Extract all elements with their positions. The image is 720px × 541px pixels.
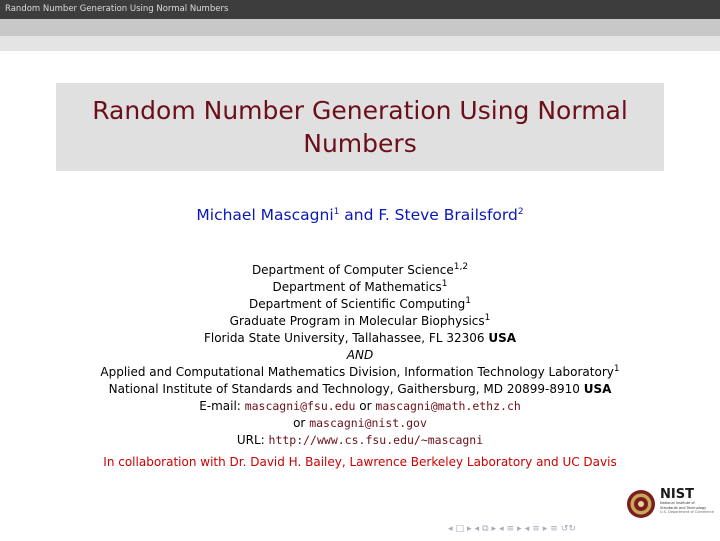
title-box: [56, 83, 664, 171]
aff-and: AND: [346, 348, 374, 362]
running-title: Random Number Generation Using Normal Numbers: [0, 0, 720, 19]
author-2-sup: 2: [517, 206, 524, 217]
email-link-1[interactable]: mascagni@fsu.edu: [244, 399, 356, 413]
authors-and: and: [344, 206, 374, 224]
authors-line: [0, 206, 720, 224]
nav-next-frame-icon[interactable]: ▸: [467, 524, 472, 534]
nav-prev-subsection-icon[interactable]: ◂: [474, 524, 480, 534]
nav-next-subsection-icon[interactable]: ▸: [491, 524, 497, 534]
nav-prev-section-icon[interactable]: ◂: [499, 524, 504, 534]
nav-next-section-icon[interactable]: ▸: [517, 524, 522, 534]
email-link-2[interactable]: mascagni@math.ethz.ch: [375, 399, 521, 413]
collaboration-note: In collaboration with Dr. David H. Bailey, Lawrence Berkeley Laboratory and UC Davis: [103, 455, 617, 469]
author-1-sup: 1: [333, 206, 340, 217]
nav-subsection-icon[interactable]: ⧉: [482, 524, 489, 534]
aff-grad: Graduate Program in Molecular Biophysics$^1$: [229, 313, 491, 328]
nav-align-icon[interactable]: ≡: [550, 524, 558, 534]
nav-section-icon[interactable]: ≡: [506, 524, 515, 534]
nist-logo: NIST National Institute of Standards and Technology U.S. Department of Commerce: [660, 488, 718, 520]
nav-frame-icon[interactable]: □: [455, 524, 465, 534]
affiliations: [0, 262, 720, 471]
aff-nist: National Institute of Standards and Technology, Gaithersburg, MD 20899-8910 USA: [108, 382, 612, 396]
aff-dept-math: Department of Mathematics$^1$: [272, 279, 448, 294]
url-line: URL: http://www.cs.fsu.edu/∼mascagni: [236, 433, 484, 447]
author-2: F. Steve Brailsford: [378, 206, 518, 224]
author-1: Michael Mascagni: [196, 206, 334, 224]
email-link-3[interactable]: mascagni@nist.gov: [309, 416, 427, 430]
email-line: E-mail: mascagni@fsu.edu or mascagni@math.ethz.ch: [199, 399, 521, 413]
slide-title: Random Number Generation Using Normal Numbers: [92, 96, 628, 158]
nav-search-icon[interactable]: ↺↻: [560, 524, 576, 534]
nav-prev-doc-icon[interactable]: ◂: [524, 524, 530, 534]
header-band-light: [0, 36, 720, 51]
aff-fsu: Florida State University, Tallahassee, FL 32306 USA: [203, 331, 517, 345]
email-line-2: or mascagni@nist.gov: [293, 416, 427, 430]
beamer-nav[interactable]: [448, 522, 716, 536]
nist-logo-text: NIST: [660, 487, 694, 502]
nav-doc-icon[interactable]: ≡: [532, 524, 540, 534]
header-band-dark: [0, 19, 720, 36]
nav-next-doc-icon[interactable]: ▸: [542, 524, 548, 534]
aff-dept-cs: Department of Computer Science$^{1,2}$: [251, 262, 469, 277]
usa-label-1: USA: [488, 331, 517, 345]
usa-label-2: USA: [583, 382, 612, 396]
homepage-link[interactable]: http://www.cs.fsu.edu/∼mascagni: [268, 433, 484, 447]
nav-prev-frame-icon[interactable]: ◂: [448, 524, 453, 534]
aff-acmd: Applied and Computational Mathematics Division, Information Technology Laboratory$^1$: [100, 364, 620, 379]
logos: [626, 488, 718, 520]
aff-dept-sc: Department of Scientific Computing$^1$: [249, 296, 471, 311]
